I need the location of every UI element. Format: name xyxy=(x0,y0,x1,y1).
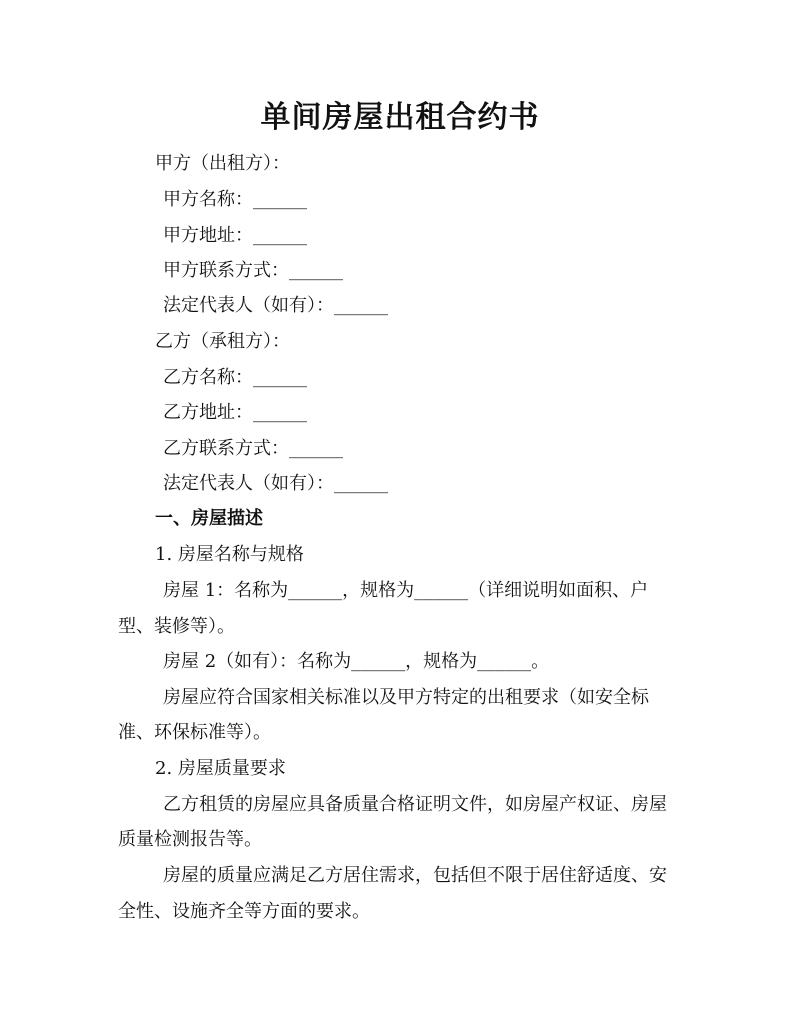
party-a-name: 甲方名称：______ xyxy=(163,189,307,210)
subsection-2-heading: 2. 房屋质量要求 xyxy=(155,758,286,779)
paragraph-house-1-line2: 型、装修等）。 xyxy=(118,616,235,637)
paragraph-quality-cert-line2: 质量检测报告等。 xyxy=(118,829,262,850)
paragraph-standards-line2: 准、环保标准等）。 xyxy=(118,722,271,743)
document-title: 单间房屋出租合约书 xyxy=(260,100,540,135)
party-b-name: 乙方名称：______ xyxy=(163,367,307,388)
paragraph-quality-needs-line2: 全性、设施齐全等方面的要求。 xyxy=(118,901,370,922)
paragraph-house-2: 房屋 2（如有）：名称为______，规格为______。 xyxy=(163,651,550,672)
party-a-heading: 甲方（出租方）： xyxy=(155,153,290,174)
party-a-contact: 甲方联系方式：______ xyxy=(163,260,343,281)
party-b-address: 乙方地址：______ xyxy=(163,402,307,423)
section-1-heading: 一、房屋描述 xyxy=(155,508,263,529)
paragraph-standards-line1: 房屋应符合国家相关标准以及甲方特定的出租要求（如安全标 xyxy=(163,687,649,708)
subsection-1-heading: 1. 房屋名称与规格 xyxy=(155,544,304,565)
party-b-contact: 乙方联系方式：______ xyxy=(163,438,343,459)
party-b-representative: 法定代表人（如有）：______ xyxy=(163,473,388,494)
party-a-address: 甲方地址：______ xyxy=(163,225,307,246)
paragraph-quality-needs-line1: 房屋的质量应满足乙方居住需求，包括但不限于居住舒适度、安 xyxy=(163,865,667,886)
paragraph-house-1-line1: 房屋 1：名称为______，规格为______（详细说明如面积、户 xyxy=(163,580,649,601)
party-a-representative: 法定代表人（如有）：______ xyxy=(163,295,388,316)
paragraph-quality-cert-line1: 乙方租赁的房屋应具备质量合格证明文件，如房屋产权证、房屋 xyxy=(163,794,667,815)
party-b-heading: 乙方（承租方）： xyxy=(155,331,290,352)
